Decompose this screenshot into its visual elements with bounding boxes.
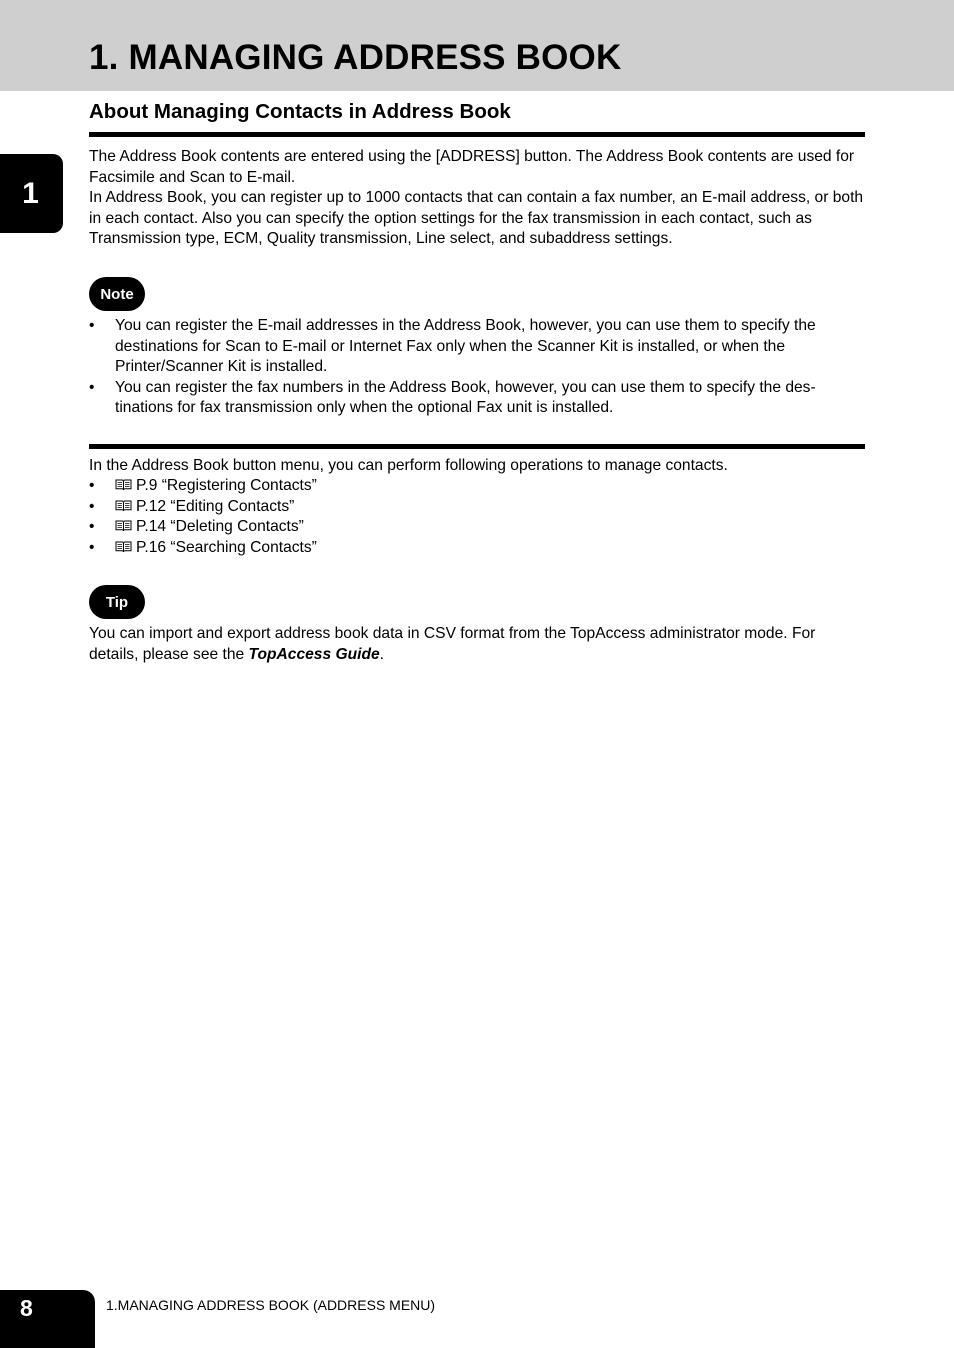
bullet: • bbox=[89, 317, 95, 334]
operation-item[interactable] bbox=[89, 517, 865, 538]
operation-item[interactable] bbox=[89, 476, 865, 497]
section-heading: About Managing Contacts in Address Book bbox=[89, 100, 511, 123]
operation-link[interactable]: P.16 “Searching Contacts” bbox=[136, 538, 317, 556]
intro-paragraph-2: In Address Book, you can register up to 1000 contacts that can contain a fax number, an E-mail address, or both in each contact. Also you can specify the option settings for the fax transmission in each contact, such as Transmission type, ECM, Quality transmission, Line select, and subaddress settings. bbox=[89, 189, 864, 247]
operations-intro: In the Address Book button menu, you can perform following operations to manage contacts. bbox=[89, 457, 728, 474]
note-item bbox=[89, 378, 865, 419]
tip-text: You can import and export address book data in CSV format from the TopAccess administrator mode. For details, please see the bbox=[89, 625, 816, 663]
note-item-text: You can register the E-mail addresses in the Address Book, however, you can use them to specify the destinations for Scan to E-mail or Internet Fax only when the Scanner Kit is installed, or when the Printer/Scanner Kit is installed. bbox=[115, 317, 816, 375]
book-reference-icon bbox=[115, 478, 132, 491]
operations-list bbox=[89, 476, 865, 558]
bullet: • bbox=[89, 378, 95, 396]
tip-guide-reference: TopAccess Guide bbox=[248, 645, 380, 663]
section-rule bbox=[89, 132, 865, 137]
tip-paragraph bbox=[89, 624, 865, 665]
operation-link[interactable]: P.14 “Deleting Contacts” bbox=[136, 518, 304, 535]
bullet: • bbox=[89, 497, 95, 515]
chapter-tab: 1 bbox=[0, 154, 63, 233]
book-reference-icon bbox=[115, 519, 132, 532]
note-end-rule bbox=[89, 444, 865, 449]
operation-item[interactable] bbox=[89, 497, 865, 518]
tip-badge: Tip bbox=[89, 585, 145, 619]
book-reference-icon bbox=[115, 540, 132, 553]
chapter-title: 1. MANAGING ADDRESS BOOK bbox=[89, 38, 622, 77]
book-reference-icon bbox=[115, 499, 132, 512]
operation-item[interactable] bbox=[89, 538, 865, 559]
bullet: • bbox=[89, 538, 95, 556]
note-badge: Note bbox=[89, 277, 145, 311]
running-footer: 1.MANAGING ADDRESS BOOK (ADDRESS MENU) bbox=[106, 1297, 436, 1313]
note-item bbox=[89, 316, 865, 378]
page-number: 8 bbox=[0, 1290, 95, 1348]
tip-text-end: . bbox=[379, 645, 384, 663]
operation-link[interactable]: P.12 “Editing Contacts” bbox=[136, 497, 295, 515]
bullet: • bbox=[89, 518, 95, 535]
operation-link[interactable]: P.9 “Registering Contacts” bbox=[136, 477, 317, 494]
note-list bbox=[89, 316, 865, 419]
bullet: • bbox=[89, 477, 95, 494]
note-item-text: You can register the fax numbers in the Address Book, however, you can use them to specify the des-tinations for fax transmission only when the optional Fax unit is installed. bbox=[115, 378, 816, 416]
intro-paragraph-1: The Address Book contents are entered using the [ADDRESS] button. The Address Book contents are used for Facsimile and Scan to E-mail. bbox=[89, 148, 855, 186]
